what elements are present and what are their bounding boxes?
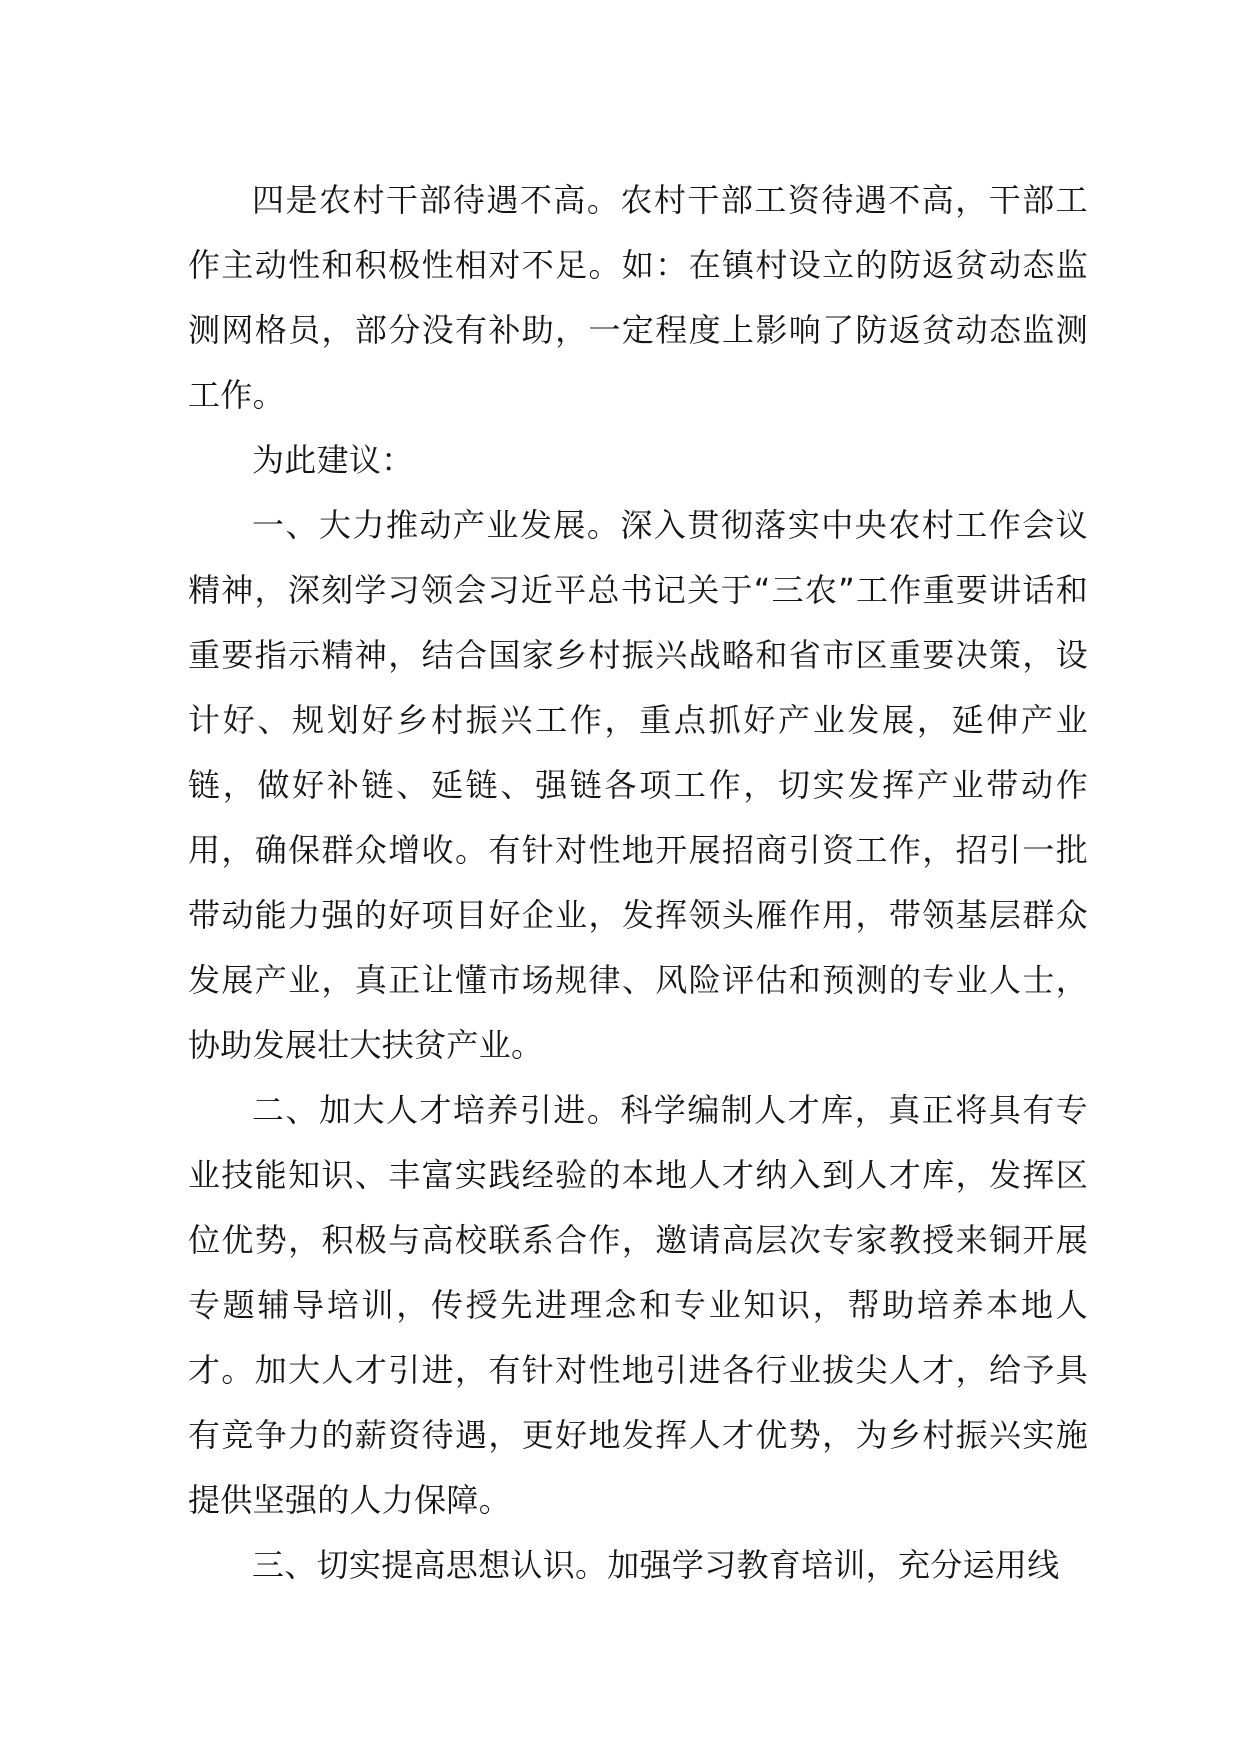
paragraph-suggestions-intro: 为此建议： — [252, 441, 414, 479]
document-body — [188, 168, 1088, 1598]
paragraph-ideological-awareness: 三、切实提高思想认识。加强学习教育培训，充分运用线 — [252, 1546, 1060, 1584]
paragraph-rural-cadre-treatment: 四是农村干部待遇不高。农村干部工资待遇不高，干部工作主动性和积极性相对不足。如：在镇村设立的防返贫动态监测网格员，部分没有补助，一定程度上影响了防返贫动态监测工作。 — [188, 181, 1088, 414]
paragraph-talent-cultivation: 二、加大人才培养引进。科学编制人才库，真正将具有专业技能知识、丰富实践经验的本地人才纳入到人才库，发挥区位优势，积极与高校联系合作，邀请高层次专家教授来铜开展专题辅导培训，传授先进理念和专业知识，帮助培养本地人才。加大人才引进，有针对性地引进各行业拔尖人才，给予具有竞争力的薪资待遇，更好地发挥人才优势，为乡村振兴实施提供坚强的人力保障。 — [188, 1091, 1088, 1519]
paragraph-industry-development: 一、大力推动产业发展。深入贯彻落实中央农村工作会议精神，深刻学习领会习近平总书记关于“三农”工作重要讲话和重要指示精神，结合国家乡村振兴战略和省市区重要决策，设计好、规划好乡村振兴工作，重点抓好产业发展，延伸产业链，做好补链、延链、强链各项工作，切实发挥产业带动作用，确保群众增收。有针对性地开展招商引资工作，招引一批带动能力强的好项目好企业，发挥领头雁作用，带领基层群众发展产业，真正让懂市场规律、风险评估和预测的专业人士，协助发展壮大扶贫产业。 — [188, 506, 1088, 1064]
